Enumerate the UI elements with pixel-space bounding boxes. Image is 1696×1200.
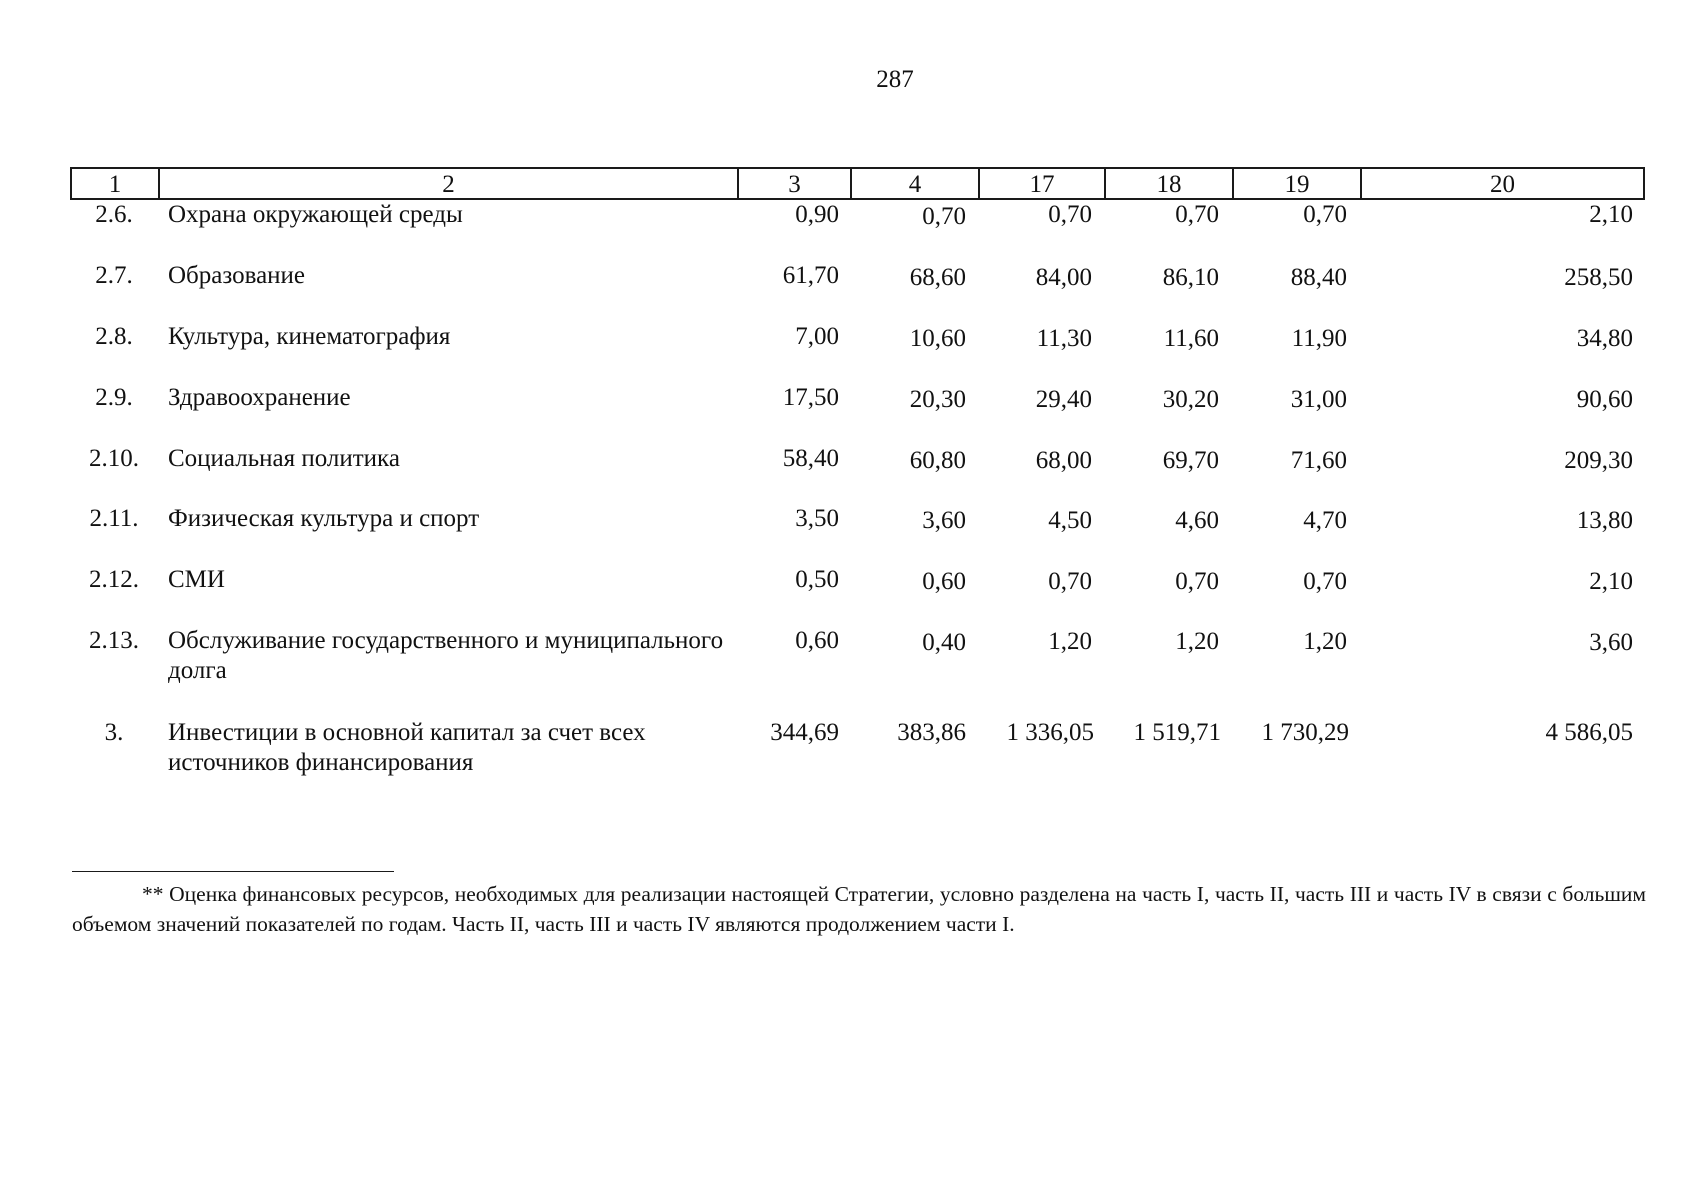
value-col-3: 0,90 <box>795 201 839 228</box>
row-name: СМИ <box>168 566 225 593</box>
value-col-3: 3,50 <box>795 505 839 532</box>
row-name: Инвестиции в основной капитал за счет всех источников финансирования <box>168 719 646 776</box>
value-col-19: 88,40 <box>1290 264 1347 291</box>
value-col-20: 4 586,05 <box>1545 719 1633 746</box>
row-number: 2.7. <box>95 262 133 289</box>
row-number: 2.6. <box>95 201 133 228</box>
row-name: Здравоохранение <box>168 384 351 411</box>
value-col-18: 4,60 <box>1175 507 1219 534</box>
value-col-4: 0,70 <box>922 203 966 230</box>
row-name: Охрана окружающей среды <box>168 201 463 228</box>
value-col-4: 20,30 <box>909 386 966 413</box>
value-col-19: 1,20 <box>1303 628 1347 655</box>
header-cell-18: 18 <box>1104 167 1234 200</box>
value-col-3: 58,40 <box>782 445 839 472</box>
row-name: Социальная политика <box>168 445 400 472</box>
header-cell-17: 17 <box>978 167 1106 200</box>
page-number: 287 <box>876 66 914 93</box>
value-col-19: 71,60 <box>1290 447 1347 474</box>
value-col-4: 68,60 <box>909 264 966 291</box>
row-number: 2.11. <box>89 505 139 532</box>
value-col-17: 1,20 <box>1048 628 1092 655</box>
value-col-3: 7,00 <box>795 323 839 350</box>
value-col-17: 4,50 <box>1048 507 1092 534</box>
value-col-4: 0,40 <box>922 629 966 656</box>
row-name: Культура, кинематография <box>168 323 451 350</box>
value-col-3: 344,69 <box>770 719 839 746</box>
header-cell-1: 1 <box>70 167 160 200</box>
value-col-20: 2,10 <box>1589 201 1633 228</box>
value-col-18: 11,60 <box>1163 325 1219 352</box>
value-col-20: 3,60 <box>1589 629 1633 656</box>
header-cell-3: 3 <box>737 167 852 200</box>
value-col-17: 0,70 <box>1048 201 1092 228</box>
footnote-divider <box>72 871 394 872</box>
value-col-4: 3,60 <box>922 507 966 534</box>
header-cell-2: 2 <box>158 167 739 200</box>
value-col-20: 209,30 <box>1564 447 1633 474</box>
value-col-17: 1 336,05 <box>1006 719 1094 746</box>
value-col-20: 13,80 <box>1576 507 1633 534</box>
value-col-18: 0,70 <box>1175 568 1219 595</box>
value-col-19: 11,90 <box>1291 325 1347 352</box>
header-cell-19: 19 <box>1232 167 1362 200</box>
value-col-18: 30,20 <box>1162 386 1219 413</box>
header-cell-4: 4 <box>850 167 980 200</box>
value-col-18: 1,20 <box>1175 628 1219 655</box>
footnote-text: ** Оценка финансовых ресурсов, необходимых для реализации настоящей Стратегии, условно разделена на часть I, часть II, часть III и часть IV в связи с большим объемом значений показателей по годам. Часть II, часть III и часть IV являются продолжением части I. <box>72 882 1646 936</box>
value-col-3: 61,70 <box>782 262 839 289</box>
value-col-19: 31,00 <box>1290 386 1347 413</box>
value-col-4: 60,80 <box>909 447 966 474</box>
value-col-4: 0,60 <box>922 568 966 595</box>
row-number: 2.10. <box>89 445 139 472</box>
value-col-18: 1 519,71 <box>1133 719 1221 746</box>
value-col-20: 258,50 <box>1564 264 1633 291</box>
value-col-4: 383,86 <box>897 719 966 746</box>
value-col-3: 0,60 <box>795 627 839 654</box>
value-col-3: 17,50 <box>782 384 839 411</box>
value-col-17: 11,30 <box>1036 325 1092 352</box>
value-col-20: 2,10 <box>1589 568 1633 595</box>
value-col-19: 1 730,29 <box>1261 719 1349 746</box>
value-col-20: 34,80 <box>1576 325 1633 352</box>
value-col-17: 29,40 <box>1035 386 1092 413</box>
value-col-19: 4,70 <box>1303 507 1347 534</box>
row-number: 3. <box>104 719 124 746</box>
value-col-19: 0,70 <box>1303 568 1347 595</box>
value-col-18: 0,70 <box>1175 201 1219 228</box>
value-col-17: 68,00 <box>1035 447 1092 474</box>
value-col-18: 69,70 <box>1162 447 1219 474</box>
value-col-17: 84,00 <box>1035 264 1092 291</box>
value-col-19: 0,70 <box>1303 201 1347 228</box>
row-name: Физическая культура и спорт <box>168 505 480 532</box>
value-col-17: 0,70 <box>1048 568 1092 595</box>
value-col-20: 90,60 <box>1576 386 1633 413</box>
row-number: 2.12. <box>89 566 139 593</box>
row-number: 2.9. <box>95 384 133 411</box>
value-col-4: 10,60 <box>909 325 966 352</box>
value-col-18: 86,10 <box>1162 264 1219 291</box>
header-cell-20: 20 <box>1360 167 1645 200</box>
row-number: 2.8. <box>95 323 133 350</box>
row-name: Образование <box>168 262 306 289</box>
row-number: 2.13. <box>89 627 139 654</box>
value-col-3: 0,50 <box>795 566 839 593</box>
row-name: Обслуживание государственного и муниципального долга <box>168 627 724 684</box>
